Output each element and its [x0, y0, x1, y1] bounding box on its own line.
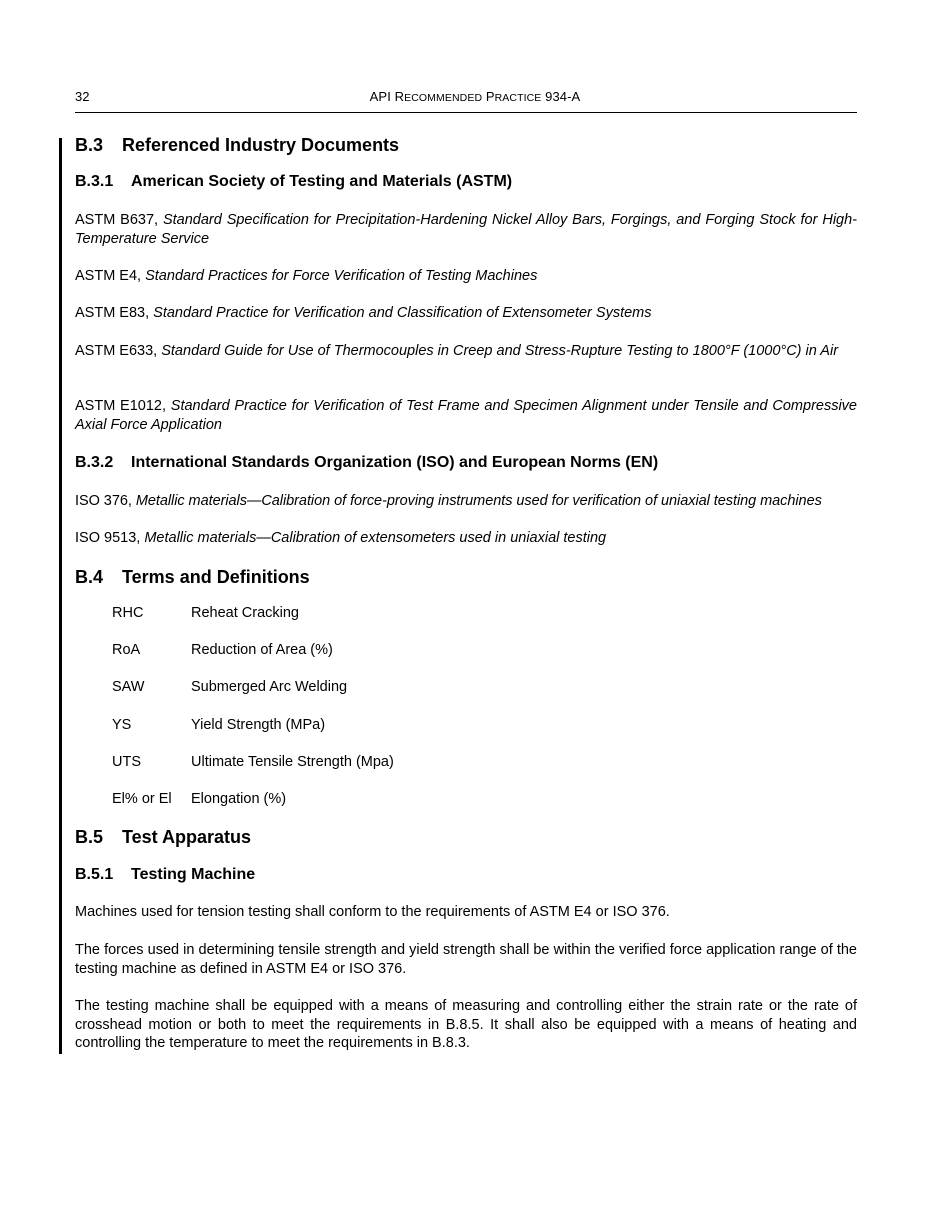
reference-title: Standard Practice for Verification of Test Frame and Specimen Alignment under Tensile and Compressive Axial Force Application: [75, 398, 857, 433]
term-definition: Reduction of Area (%): [191, 642, 333, 658]
term-row: [112, 641, 333, 659]
term-row: [112, 678, 347, 696]
header-rule: [75, 112, 857, 113]
section-title: Testing Machine: [131, 866, 256, 883]
section-number: B.5: [75, 827, 104, 847]
section-number: B.3.1: [75, 173, 114, 190]
reference-title: Metallic materials—Calibration of force-proving instruments used for verification of uniaxial testing machines: [135, 493, 822, 509]
term-definition: Reheat Cracking: [191, 605, 299, 621]
section-title: International Standards Organization (ISO) and European Norms (EN): [131, 454, 659, 471]
section-b3-heading: [75, 135, 399, 156]
term-definition: Yield Strength (MPa): [191, 717, 326, 733]
reference-id: ASTM B637,: [75, 212, 163, 228]
reference-astm-e83: [75, 304, 857, 323]
section-b51-heading: [75, 866, 255, 884]
reference-id: ASTM E83,: [75, 305, 154, 321]
reference-id: ISO 9513,: [75, 530, 145, 546]
section-number: B.5.1: [75, 866, 114, 883]
section-b31-heading: [75, 173, 512, 191]
section-title: American Society of Testing and Materials (ASTM): [131, 173, 513, 190]
term-abbreviation: YS: [112, 717, 132, 733]
running-head-part: 934-A: [541, 89, 581, 104]
reference-id: ASTM E633,: [75, 343, 162, 359]
running-head-part: API R: [369, 89, 405, 104]
paragraph-machines: Machines used for tension testing shall conform to the requirements of ASTM E4 or ISO 376.: [75, 904, 670, 920]
term-row: [112, 604, 299, 622]
reference-title: Standard Practice for Verification and Classification of Extensometer Systems: [153, 305, 652, 321]
section-number: B.3.2: [75, 454, 114, 471]
reference-title: Metallic materials—Calibration of extensometers used in uniaxial testing: [144, 530, 607, 546]
paragraph-forces: The forces used in determining tensile strength and yield strength shall be within the verified force application range of the testing machine as defined in ASTM E4 or ISO 376.: [75, 942, 857, 977]
paragraph-equipment: The testing machine shall be equipped with a means of measuring and controlling either the strain rate or the rate of crosshead motion or both to meet the requirements in B.8.5. It shall also be equipped with a means of heating and controlling the temperature to meet the requirements in B.8.3.: [75, 998, 857, 1051]
reference-astm-e1012: [75, 397, 857, 434]
term-abbreviation: RoA: [112, 642, 141, 658]
section-number: B.4: [75, 567, 104, 587]
page-number: 32: [75, 89, 90, 104]
term-abbreviation: RHC: [112, 605, 144, 621]
section-number: B.3: [75, 135, 104, 155]
section-b4-heading: [75, 567, 310, 588]
reference-astm-e633: [75, 342, 857, 361]
reference-id: ISO 376,: [75, 493, 136, 509]
term-row: [112, 716, 325, 734]
term-definition: Elongation (%): [191, 791, 287, 807]
reference-id: ASTM E1012,: [75, 398, 171, 414]
section-title: Referenced Industry Documents: [122, 135, 400, 155]
reference-astm-e4: [75, 267, 857, 286]
term-definition: Submerged Arc Welding: [191, 679, 348, 695]
running-head-part: P: [482, 89, 495, 104]
section-title: Terms and Definitions: [122, 567, 310, 587]
term-definition: Ultimate Tensile Strength (Mpa): [191, 754, 394, 770]
reference-id: ASTM E4,: [75, 268, 146, 284]
reference-iso-9513: [75, 529, 857, 548]
reference-iso-376: [75, 492, 857, 511]
running-head: [0, 89, 950, 104]
reference-title: Standard Specification for Precipitation-Hardening Nickel Alloy Bars, Forgings, and Forging Stock for High-Temperature Service: [75, 212, 857, 247]
section-b32-heading: [75, 454, 658, 472]
reference-title: Standard Practices for Force Verification of Testing Machines: [145, 268, 538, 284]
term-abbreviation: UTS: [112, 754, 141, 770]
change-bar: [59, 138, 62, 1054]
term-abbreviation: El% or El: [112, 791, 172, 807]
section-b5-heading: [75, 827, 251, 848]
reference-astm-b637: [75, 211, 857, 248]
term-row: [112, 790, 286, 808]
running-head-part: RACTICE: [494, 92, 542, 104]
reference-title: Standard Guide for Use of Thermocouples in Creep and Stress-Rupture Testing to 1800°F (1000°C) in Air: [161, 343, 839, 359]
section-title: Test Apparatus: [122, 827, 252, 847]
running-head-part: ECOMMENDED: [404, 92, 483, 104]
term-row: [112, 753, 394, 771]
term-abbreviation: SAW: [112, 679, 145, 695]
